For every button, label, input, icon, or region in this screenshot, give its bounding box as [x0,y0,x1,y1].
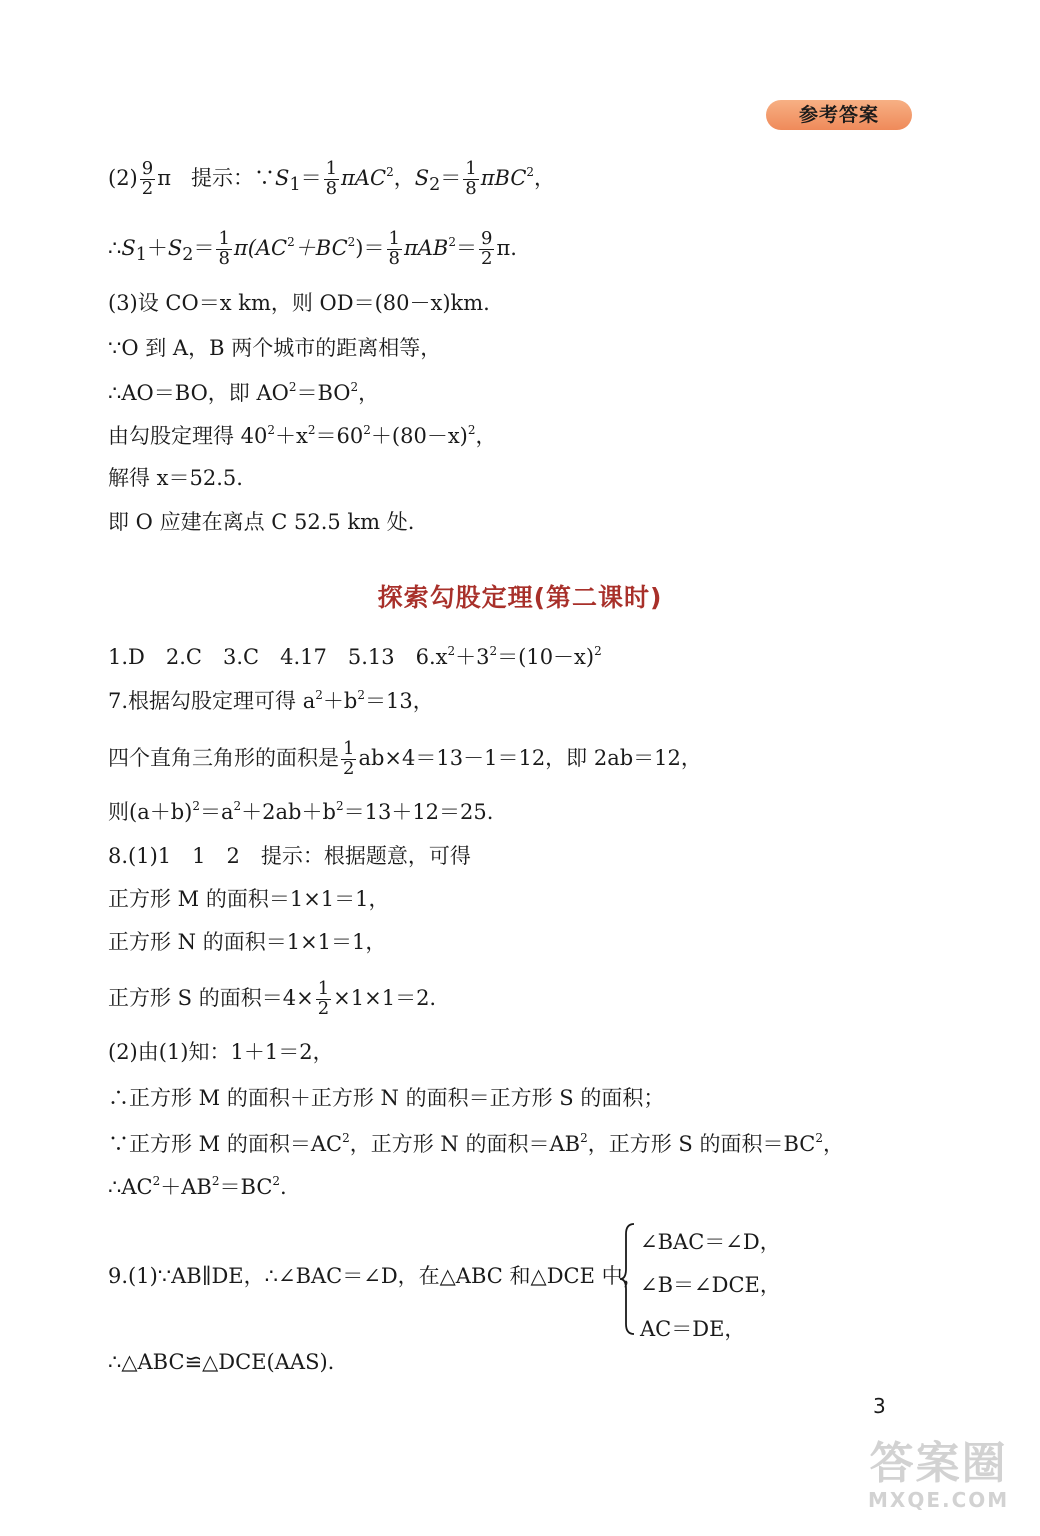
fraction: $\frac{1}{8}$ [465,158,477,199]
s2-line-9: (2)由(1)知：1＋1＝2， [108,1040,334,1064]
system-eq-3: AC＝DE， [640,1317,746,1341]
s2-line-5: 8.(1)1 1 2 提示：根据题意，可得 [108,844,471,868]
s2-line-8: 正方形 S 的面积＝4× $\frac{1}{2}$ ×1×1＝2. [108,978,437,1019]
s2-line-10: ∴正方形 M 的面积＋正方形 N 的面积＝正方形 S 的面积； [108,1086,665,1110]
s1-line-3: (3)设 CO＝x km，则 OD＝(80－x)km. [108,291,490,315]
s2-line-14: ∴△ABC≌△DCE(AAS). [108,1350,335,1374]
s2-line-4: 则$(a+b)^2=a^2+2ab+b^2=13+12=25$. [108,799,494,824]
fraction: $\frac{9}{2}$ [481,228,493,269]
s1-line-5: ∴AO＝BO，即 $AO^2=BO^2$， [108,380,380,405]
left-brace-icon [618,1222,636,1336]
system-eq-2: ∠B＝∠DCE， [640,1273,781,1297]
s1-line-7: 解得 x＝52.5. [108,466,243,490]
page-number: 3 [873,1394,886,1418]
s1-line-4: ∵O 到 A，B 两个城市的距离相等， [108,336,442,360]
fraction: $\frac{9}{2}$ [141,158,154,199]
s1-line-2: $\therefore S_1+S_2=$ $\frac{1}{8}$ $\pi(AC^2+BC^2)=$ $\frac{1}{8}$ πAB$^2$＝ $\frac{9}{2}$ π. [108,228,517,269]
s2-line-13: 9.(1)∵AB∥DE，∴∠BAC＝∠D，在△ABC 和△DCE 中， [108,1264,644,1288]
fraction: $\frac{1}{8}$ [218,228,230,269]
s2-line-12: $\therefore AC^2+AB^2=BC^2$. [108,1174,287,1199]
system-eq-1: ∠BAC＝∠D， [640,1230,781,1254]
fraction: $\frac{1}{8}$ [325,158,338,199]
s2-line-7: 正方形 N 的面积＝1×1＝1， [108,930,387,954]
s1-line-1: (2) $\frac{9}{2}$ π 提示：$\because S_1=$ $\frac{1}{8}$ πAC$^2$，$S_2=$ $\frac{1}{8}$ πBC$^2$， [108,158,556,199]
s1-line-8: 即 O 应建在离点 C 52.5 km 处. [108,510,415,534]
s2-line-1: 1.D 2.C 3.C 4.17 5.13 $6.x^2+3^2=(10-x)^2$ [108,644,602,669]
answer-key-badge: 参考答案 [766,100,912,130]
s2-line-3: 四个直角三角形的面积是 $\frac{1}{2}$ ab×4＝13－1＝12，即 2ab＝12， [108,738,702,779]
fraction: $\frac{1}{8}$ [388,228,400,269]
fraction: $\frac{1}{2}$ [343,738,355,779]
section-title: 探索勾股定理(第二课时) [377,583,663,612]
s2-line-6: 正方形 M 的面积＝1×1＝1， [108,887,390,911]
fraction: $\frac{1}{2}$ [317,978,330,1019]
watermark: 答案圈 MXQE.COM [868,1438,1010,1512]
s2-line-2: 7.根据勾股定理可得 $a^2+b^2=13$， [108,688,434,713]
s2-line-11: ∵正方形 M 的面积$=AC^2$，正方形 N 的面积$=AB^2$，正方形 S 的面积$=BC^2$， [108,1131,844,1156]
s1-line-6: 由勾股定理得 $40^2+x^2=60^2+(80-x)^2$， [108,423,497,448]
